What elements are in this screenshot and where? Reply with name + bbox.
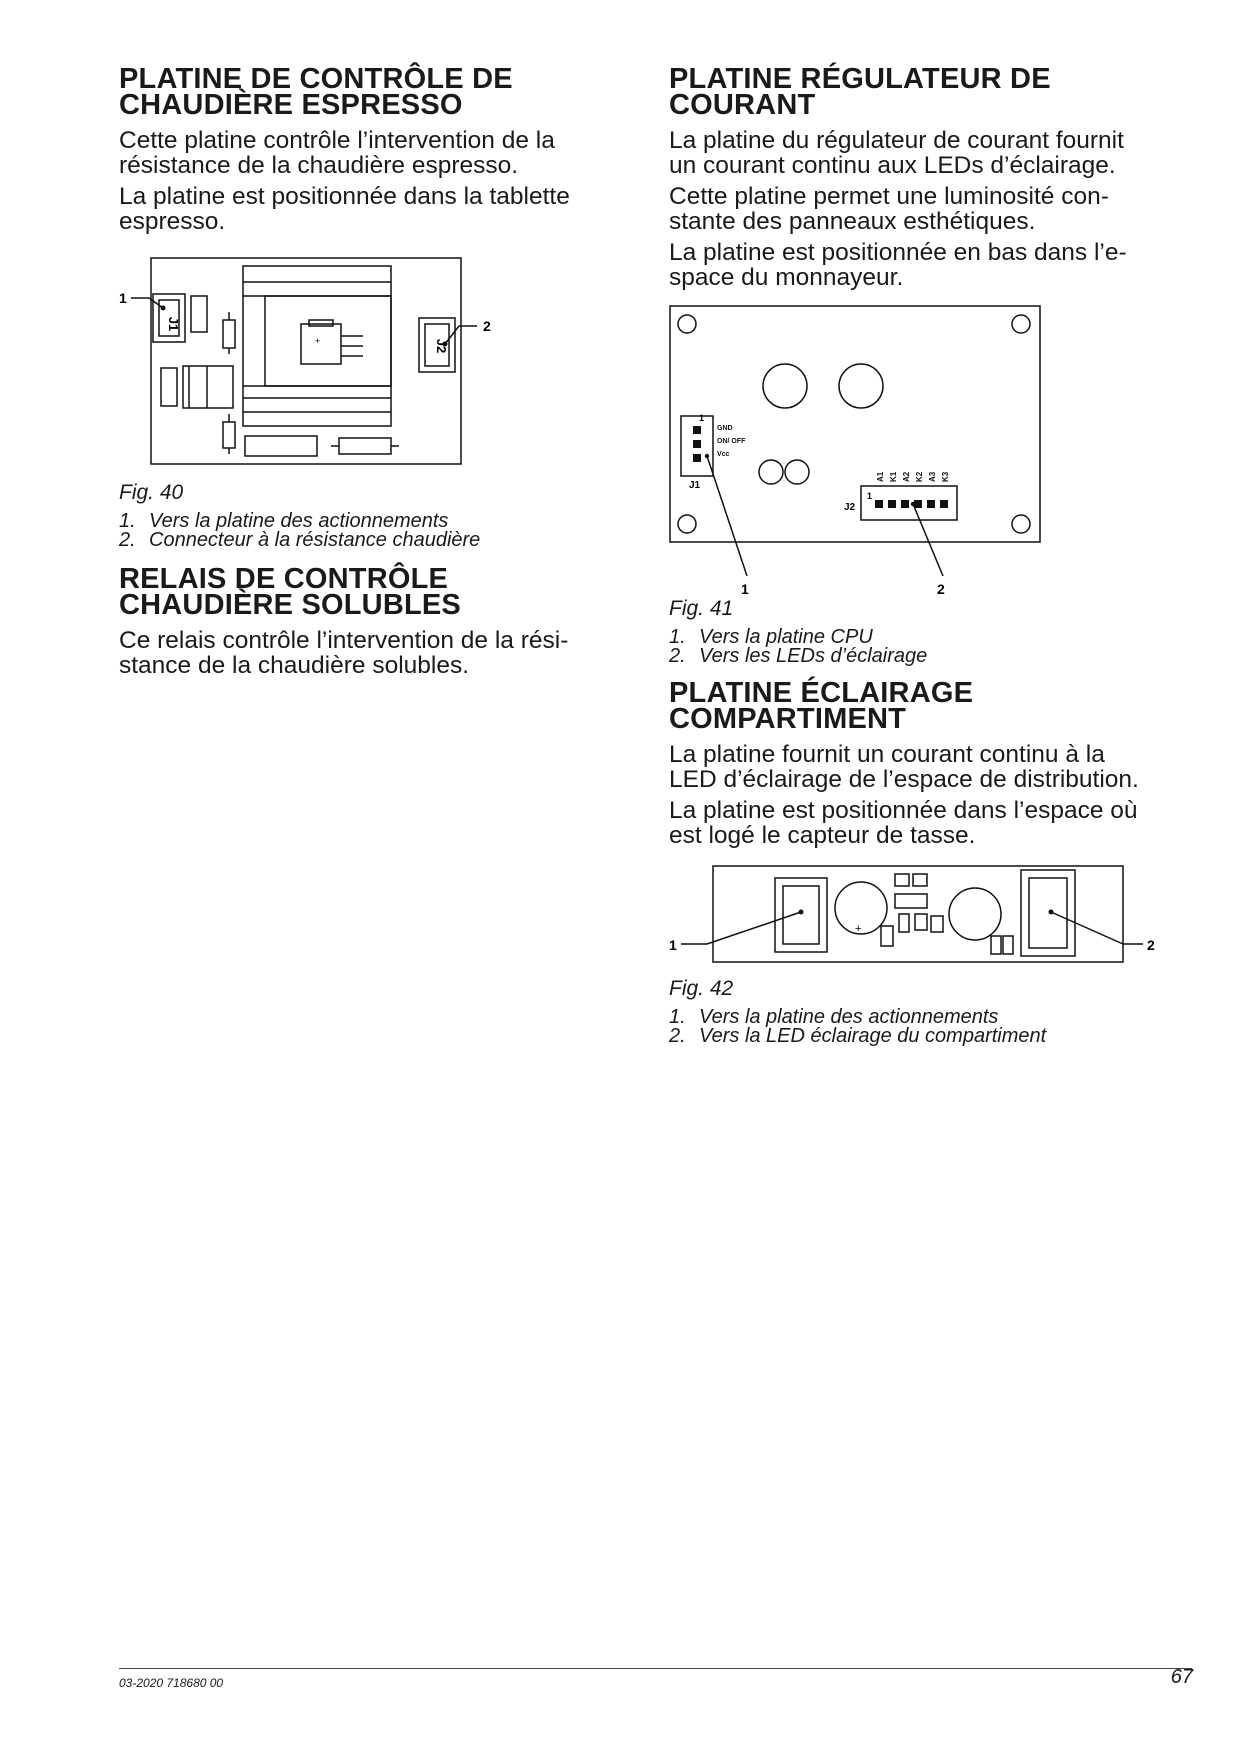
pin-a1-label: A1 (876, 471, 885, 482)
text-line: La platine du régulateur de courant fournit (669, 127, 1124, 154)
page-number: 67 (1170, 1666, 1193, 1688)
figure-caption: Fig. 40 (119, 481, 184, 504)
j2-label: J2 (434, 338, 449, 354)
plus-label: + (855, 923, 862, 935)
text-line: Cette platine permet une luminosité con- (669, 183, 1109, 210)
text-line: résistance de la chaudière espresso. (119, 152, 519, 179)
section-title-espresso (119, 63, 629, 121)
text-line: un courant continu aux LEDs d’éclairage. (669, 152, 1116, 179)
figure-41 (669, 304, 1209, 596)
title-line: PLATINE DE CONTRÔLE DE (119, 63, 513, 95)
title-line: CHAUDIÈRE SOLUBLES (119, 589, 461, 621)
j2-pin1-label: 1 (867, 491, 873, 501)
j1-pin1-label: 1 (699, 413, 705, 423)
figure-legend (669, 1008, 1209, 1046)
vcc-label: Vcc (717, 451, 730, 458)
paragraph (669, 240, 1209, 290)
section-title-relais (119, 563, 629, 621)
text-line: stante des panneaux esthétiques. (669, 208, 1036, 235)
callout-1: 1 (669, 937, 677, 953)
pin-k1-label: K1 (889, 471, 898, 482)
left-column (119, 63, 629, 684)
text-line: stance de la chaudière solubles. (119, 652, 470, 679)
figure-40 (119, 250, 629, 468)
figure-legend (119, 512, 629, 550)
text-line: La platine est positionnée dans l’espace où (669, 797, 1138, 824)
boiler-control-board-diagram (119, 250, 619, 468)
text-line: La platine fournit un courant continu à la (669, 741, 1105, 768)
paragraph (669, 742, 1209, 792)
gnd-label: GND (717, 425, 733, 432)
legend-number: 1. (119, 510, 136, 532)
legend-number: 1. (669, 626, 686, 648)
legend-item (669, 1027, 1209, 1046)
paragraph (669, 128, 1209, 178)
legend-number: 2. (119, 529, 136, 551)
legend-text: Vers la platine CPU (699, 626, 873, 648)
paragraph (119, 628, 629, 678)
j2-label: J2 (844, 502, 856, 513)
figure-legend (669, 628, 1209, 666)
text-line: LED d’éclairage de l’espace de distribution. (669, 766, 1139, 793)
figure-42 (669, 862, 1209, 966)
text-line: est logé le capteur de tasse. (669, 822, 976, 849)
j1-label: J1 (689, 480, 701, 491)
legend-item (669, 647, 1209, 666)
text-line: La platine est positionnée dans la tablette (119, 183, 570, 210)
title-line: COMPARTIMENT (669, 703, 907, 735)
callout-2: 2 (483, 318, 491, 334)
legend-number: 2. (669, 645, 686, 667)
title-line: CHAUDIÈRE ESPRESSO (119, 89, 463, 121)
plus-label: + (315, 336, 321, 346)
document-code: 03-2020 718680 00 (119, 1676, 224, 1690)
right-column (669, 63, 1209, 1056)
callout-2: 2 (1147, 937, 1155, 953)
text-line: Cette platine contrôle l’intervention de la (119, 127, 555, 154)
title-line: RELAIS DE CONTRÔLE (119, 563, 449, 595)
pin-a3-label: A3 (928, 471, 937, 482)
text-line: space du monnayeur. (669, 264, 904, 291)
title-line: COURANT (669, 89, 816, 121)
title-line: PLATINE ÉCLAIRAGE (669, 677, 974, 709)
j1-label: J1 (166, 316, 181, 332)
paragraph (669, 184, 1209, 234)
section-title-regulateur (669, 63, 1209, 121)
text-line: La platine est positionnée en bas dans l’e- (669, 239, 1127, 266)
legend-text: Vers la platine des actionnements (699, 1006, 999, 1028)
legend-text: Vers les LEDs d’éclairage (699, 645, 928, 667)
paragraph (119, 128, 629, 178)
board-outline (151, 258, 461, 464)
pin-k2-label: K2 (915, 471, 924, 482)
figure-caption: Fig. 42 (669, 977, 734, 1000)
pin-k3-label: K3 (941, 471, 950, 482)
title-line: PLATINE RÉGULATEUR DE (669, 63, 1051, 95)
legend-text: Connecteur à la résistance chaudière (149, 529, 481, 551)
legend-text: Vers la platine des actionnements (149, 510, 449, 532)
text-line: espresso. (119, 208, 226, 235)
figure-caption: Fig. 41 (669, 597, 734, 620)
callout-1: 1 (119, 290, 127, 306)
onoff-label: ON/ OFF (717, 438, 746, 445)
section-title-eclairage (669, 677, 1209, 735)
callout-1: 1 (741, 581, 749, 597)
text-line: Ce relais contrôle l’intervention de la rési- (119, 627, 569, 654)
current-regulator-board-diagram (669, 304, 1049, 596)
legend-item (119, 531, 629, 550)
callout-2: 2 (937, 581, 945, 597)
pin-a2-label: A2 (902, 471, 911, 482)
paragraph (669, 798, 1209, 848)
paragraph (119, 184, 629, 234)
footer-divider (119, 1668, 1192, 1669)
legend-number: 2. (669, 1025, 686, 1047)
compartment-light-board-diagram (669, 862, 1169, 966)
legend-number: 1. (669, 1006, 686, 1028)
legend-text: Vers la LED éclairage du compartiment (699, 1025, 1047, 1047)
